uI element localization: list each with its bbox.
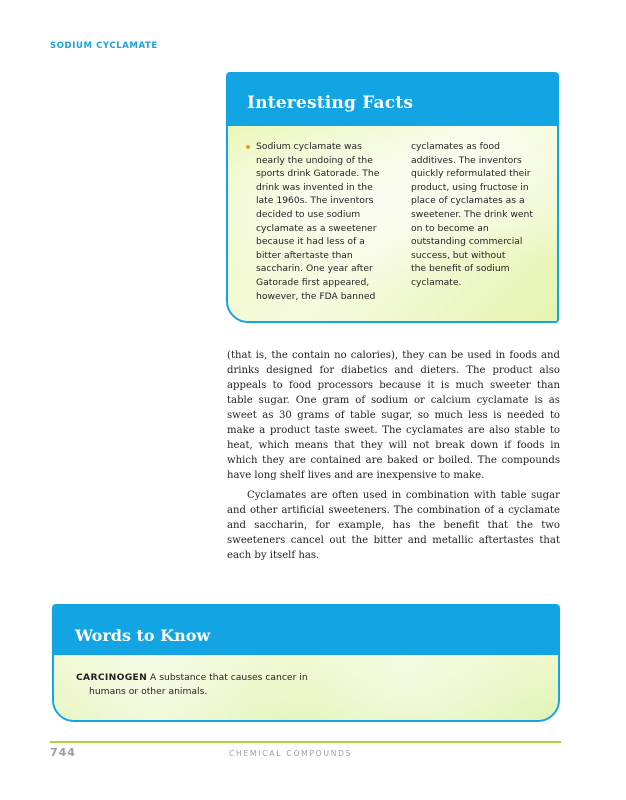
interesting-facts-body	[228, 126, 557, 321]
interesting-facts-box	[226, 72, 559, 323]
paragraph: (that is, the contain no calories), they can be used in foods and drinks designed for diabetics and dieters. The product also appeals to food processors because it is much sweeter than table sugar. One gram of sodium or calcium cyclamate is as sweet as 30 grams of table sugar, so much less is needed to make a product taste sweet. The cyclamates are also stable to heat, which means that they will not break down if foods in which they are contained are baked or boiled. The compounds have long shelf lives and are inexpensive to make.	[227, 350, 560, 481]
main-body-text	[227, 348, 560, 568]
words-to-know-body	[54, 655, 558, 720]
glossary-term: CARCINOGEN	[76, 672, 148, 683]
page-number: 744	[50, 746, 76, 759]
facts-column-right: cyclamates as food additives. The inventors quickly reformulated their product, using fructose in place of cyclamates as a sweetener. The drink went on to become an outstanding commercial success, but without the benefit of sodium cyclamate.	[411, 141, 533, 288]
interesting-facts-title: Interesting Facts	[247, 93, 414, 113]
glossary-definition: A substance that causes cancer in humans or other animals.	[89, 672, 308, 697]
words-to-know-title: Words to Know	[75, 626, 211, 645]
interesting-facts-header	[228, 74, 557, 126]
words-to-know-box	[52, 604, 560, 722]
running-head: SODIUM CYCLAMATE	[50, 41, 158, 51]
glossary-entry	[76, 671, 329, 699]
footer-rule	[50, 741, 561, 743]
bullet-icon	[246, 145, 250, 149]
facts-column-left: Sodium cyclamate was nearly the undoing of the sports drink Gatorade. The drink was invented in the late 1960s. The inventors decided to use sodium cyclamate as a sweetener because it had less of a bitter aftertaste than saccharin. One year after Gatorade first appeared, however, the FDA banned	[256, 141, 380, 302]
footer-book-title: CHEMICAL COMPOUNDS	[229, 749, 353, 758]
paragraph: Cyclamates are often used in combination with table sugar and other artificial sweeteners. The combination of a cyclamate and saccharin, for example, has the benefit that the two sweeteners cancel out the bitter and metallic aftertastes that each by itself has.	[227, 490, 560, 561]
words-to-know-header	[54, 606, 558, 655]
